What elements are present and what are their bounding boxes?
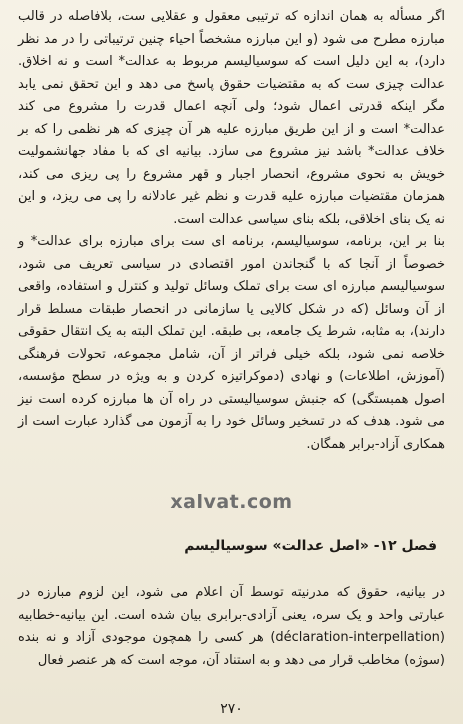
- watermark: xalvat.com: [170, 491, 293, 513]
- section-text-block: [18, 582, 445, 672]
- section-heading: فصل ۱۲- «اصل عدالت» سوسیالیسم: [184, 538, 437, 554]
- paragraph-2: بنا بر این، برنامه، سوسیالیسم، برنامه ای ست برای مبارزه برای عدالت* و خصوصاً از آنجا که با گنجاندن امور اقتصادی در سیاسی تعریف می شود، سوسیالیسم مبارزه ای ست برای تملک وسائل تولید و کنترل و استفاده، واقعی از آن وسائل (که در شکل کالایی یا سازمانی در انحصار طبقات مسلط قرار دارند)، به مثابه، شرط یک جامعه، بی طبقه. این تملک البته به یک انتقال حقوقی خلاصه نمی شود، بلکه خیلی فراتر از آن، شامل مجموعه، تحولات فرهنگی (آموزش، اطلاعات) و نهادی (دموکراتیزه کردن و به ویژه در سطح مؤسسه، اصول همبستگی) که جنبش سوسیالیستی در راه آن ها مبارزه کرده است نیز می شود. هدف که در تسخیر وسائل خود را به آزمون می گذارد عبارت است از همکاری آزاد-برابر همگان.: [18, 234, 445, 452]
- main-text-block: [18, 6, 445, 456]
- paragraph-3: در بیانیه، حقوق که مدرنیته توسط آن اعلام می شود، این لزوم مبارزه در عبارتی واحد و یک سره، یعنی آزادی-برابری بیان شده است. این بیانیه-خطابیه (déclaration-interpellation) هر کسی را همچون موجودی آزاد و نه بنده (سوژه) مخاطب قرار می دهد و به استناد آن، موجه است که هر عنصر فعال: [18, 585, 445, 668]
- page-number: ۲۷۰: [220, 701, 243, 717]
- paragraph-1: اگر مسأله به همان اندازه که ترتیبی معقول و عقلایی ست، بلافاصله در قالب مبارزه مطرح می شود (و این مبارزه مشخصاً احیاء چنین ترتیباتی را در مد نظر دارد)، به این دلیل است که سوسیالیسم مربوط به عدالت* است و نه اخلاق. عدالت چیزی ست که به مقتضیات حقوق پاسخ می دهد و این تحقق نمی یابد مگر اینکه قدرتی اعمال شود؛ ولی آنچه اعمال قدرت را مشروع می کند عدالت* است و از این طریق مبارزه علیه هر آن چیزی که هر نظمی را که بر خلاف عدالت* باشد نیز مشروع می سازد. بیانیه ای که با مفاد جهانشمولیت خویش به نحوی مشروع، انحصار اجبار و قهر مشروع را پی ریزی می کند، همزمان مقتضیات مبارزه علیه قدرت و نظم غیر عادلانه را پی می ریزد، و این نه یک بنای اخلاقی، بلکه بنای سیاسی عدالت است.: [18, 9, 445, 227]
